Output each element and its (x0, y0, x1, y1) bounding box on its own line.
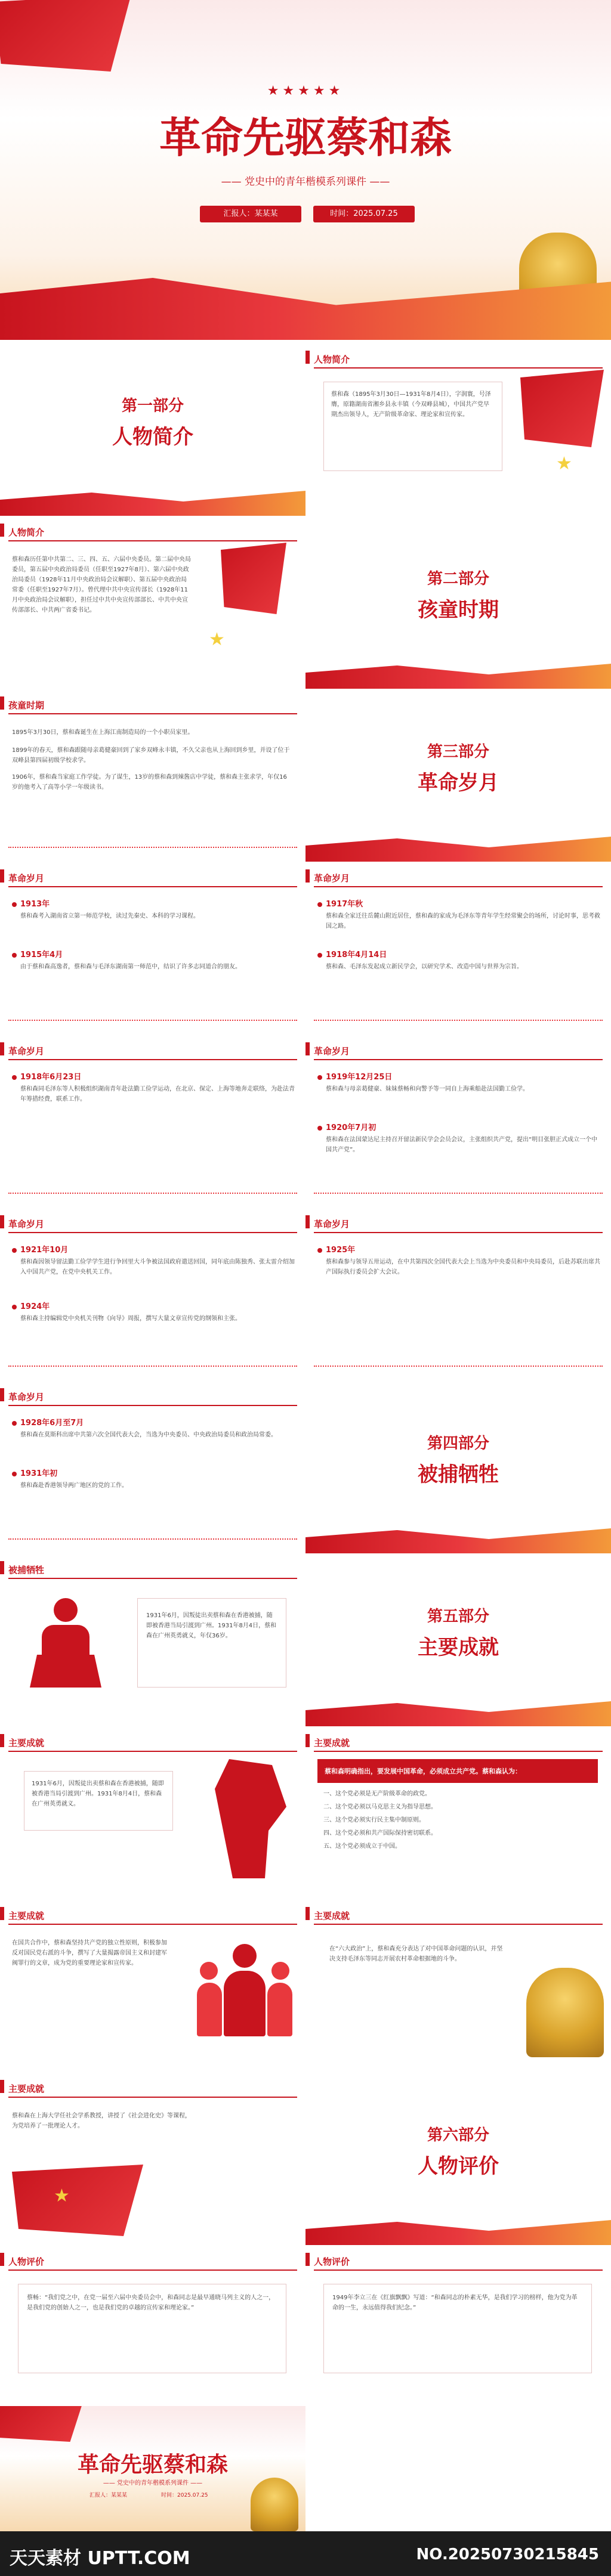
wave-decoration (0, 480, 306, 516)
slide-header (306, 1734, 611, 1751)
quote-box (137, 1598, 286, 1688)
eval2-text: 1949年李立三在《红旗飘飘》写道：“和森同志的朴素无华，是我们学习的榜样，他为党为革命的一生，永远值得我们纪念。” (332, 2295, 578, 2311)
part3-number: 第三部分 (427, 743, 489, 761)
quote-box (24, 1771, 173, 1831)
ach-list-5: 五、这个党必须成立于中国。 (323, 1843, 401, 1850)
slide-tag: 革命岁月 (8, 873, 45, 884)
slide-tag: 革命岁月 (314, 1219, 350, 1230)
year-text: 蔡和森因领导留法勤工俭学学生进行争回里大斗争被法国政府遣送回国，同年底由陈独秀、张太雷介绍加入中国共产党，在党中央机关工作。 (20, 1259, 295, 1275)
ach-quote: 1931年6月，因叛徒出卖蔡和森在香港被捕，随即被香港当局引渡到广州。1931年8月4日，蔡和森在广州英勇就义。 (32, 1781, 164, 1807)
cover-reporter: 汇报人：某某某 (200, 206, 301, 222)
cover-title: 革命先驱蔡和森 (159, 113, 452, 162)
part5-slide (306, 1556, 611, 1726)
slide-header (0, 1561, 306, 1578)
part3-slide (306, 692, 611, 862)
dotted-divider (314, 1366, 603, 1367)
year-text: 蔡和森在莫斯科出席中共第六次全国代表大会，当选为中央委员、中央政治局委员和政治局常委。 (20, 1432, 277, 1438)
rev-slide-4 (306, 1038, 611, 1208)
slide-tag: 人物评价 (314, 2256, 350, 2267)
child-slide (0, 692, 306, 862)
child-text-1: 1895年3月30日，蔡和森诞生在上海江南制造局的一个小职员家里。 (12, 729, 194, 736)
red-flag-icon (0, 0, 131, 72)
slide-header (0, 1388, 306, 1405)
ach3-text: 在“六大政治”上，蔡和森充分表达了对中国革命问题的认识，并坚决支持毛泽东等同志开展农村革命根据地的斗争。 (329, 1946, 503, 1962)
slide-tag: 革命岁月 (8, 1219, 45, 1230)
ending-slide (0, 2406, 306, 2531)
slide-header (306, 869, 611, 886)
lion-icon (526, 1968, 604, 2057)
fist-icon (215, 1759, 286, 1878)
slide-header (0, 524, 306, 540)
year-heading: 1919年12月25日 (317, 1070, 392, 1082)
dotted-divider (8, 847, 297, 848)
slide-tag: 革命岁月 (8, 1392, 45, 1402)
slide-header (306, 1042, 611, 1059)
ach-list-2: 二、这个党必须以马克思主义为指导思想。 (323, 1804, 437, 1810)
quote-box (323, 382, 502, 471)
year-text: 蔡和森在法国蒙达尼主持召开留法新民学会会员会议，主张组织共产党，提出“明目张胆正式成立一个中国共产党”。 (326, 1137, 598, 1153)
year-text: 蔡和森、毛泽东发起成立新民学会，以研究学术、改造中国与世界为宗旨。 (326, 964, 523, 970)
rev-slide-1 (0, 865, 306, 1035)
part1-number: 第一部分 (121, 397, 184, 415)
year-heading: 1915年4月 (12, 948, 63, 959)
cover-stars: ★★★★★ (267, 83, 344, 98)
ach-list-3: 三、这个党必须实行民主集中制原则。 (323, 1817, 425, 1823)
year-text: 蔡和森赴香港领导两广地区的党的工作。 (20, 1482, 128, 1489)
ach4-text: 蔡和森在上海大学任社会学系教授，讲授了《社会进化史》等课程，为党培养了一批理论人才。 (12, 2113, 191, 2129)
quote-box (18, 2284, 286, 2373)
year-heading: 1924年 (12, 1300, 50, 1311)
slide-header (0, 1734, 306, 1751)
wave-decoration (306, 2209, 611, 2245)
eval-slide-2 (306, 2248, 611, 2403)
part3-name: 革命岁月 (418, 771, 499, 795)
cover-date: 时间：2025.07.25 (313, 206, 415, 222)
year-heading: 1918年6月23日 (12, 1070, 81, 1082)
year-heading: 1931年初 (12, 1467, 57, 1478)
cover-subtitle: —— 党史中的青年楷模系列课件 —— (221, 176, 390, 188)
arrest-text: 1931年6月，因叛徒出卖蔡和森在香港被捕，随即被香港当局引渡到广州。1931年8月4日，蔡和森在广州英勇就义，年仅36岁。 (146, 1612, 277, 1639)
slide-tag: 孩童时期 (8, 700, 45, 711)
slide-header (306, 1907, 611, 1924)
eval1-text: 蔡畅：“我们党之中，在党一届至六届中央委员会中，和森同志是最早通晓马列主义的人之一，是我们党的创始人之一，也是我们党的卓越的宣传家和理论家。” (27, 2295, 275, 2311)
slide-tag: 人物简介 (8, 527, 45, 538)
part1-slide (0, 346, 306, 516)
rev-slide-5 (0, 1210, 306, 1380)
red-flag-icon (12, 2165, 143, 2236)
intro2-slide (0, 519, 306, 689)
ach-slide-5 (0, 2075, 306, 2245)
ach-slide-2 (306, 1729, 611, 1899)
slide-tag: 主要成就 (8, 1911, 45, 1921)
ending-date: 时间：2025.07.25 (161, 2493, 208, 2498)
slide-tag: 人物简介 (314, 354, 350, 365)
ach-slide-4 (306, 1902, 611, 2072)
year-heading: 1917年秋 (317, 897, 363, 909)
slide-tag: 人物评价 (8, 2256, 45, 2267)
slide-header (306, 1215, 611, 1232)
rev-slide-7 (0, 1383, 306, 1553)
ending-title: 革命先驱蔡和森 (77, 2453, 228, 2477)
year-heading: 1913年 (12, 897, 50, 909)
dotted-divider (8, 1366, 297, 1367)
year-text: 蔡和森参与领导五卅运动，在中共第四次全国代表大会上当选为中央委员和中央局委员，后赴苏联出席共产国际执行委员会扩大会议。 (326, 1259, 600, 1275)
footer-right: NO.20250730215845 (416, 2546, 599, 2563)
child-text-2: 1899年的春天，蔡和森跟随母亲葛健豪回到了家乡双峰永丰镇，不久父亲也从上海回到乡里，并设了位于双峰县第四届初级学校求学。 (12, 747, 290, 764)
slide-tag: 被捕牺牲 (8, 1565, 45, 1575)
slide-tag: 主要成就 (314, 1738, 350, 1748)
lion-icon (251, 2478, 298, 2531)
dotted-divider (8, 1538, 297, 1540)
part1-name: 人物简介 (112, 425, 193, 449)
slide-header (306, 2253, 611, 2270)
slide-tag: 革命岁月 (8, 1046, 45, 1057)
quote-box (323, 2284, 592, 2373)
slide-header (0, 1907, 306, 1924)
wave-decoration (306, 1518, 611, 1553)
year-text: 由于蔡和森高逸者，蔡和森与毛泽东湖南第一师范中，结识了许多志同道合的朋友。 (20, 964, 241, 970)
footer-watermark (0, 2531, 611, 2576)
dotted-divider (8, 1193, 297, 1194)
wave-decoration (306, 653, 611, 689)
year-text: 蔡和森考入湖南省立第一师范学校，读过先秦史、本科的学习课程。 (20, 913, 199, 919)
year-heading: 1925年 (317, 1243, 355, 1255)
part2-slide (306, 519, 611, 689)
slide-header (0, 696, 306, 713)
slide-tag: 主要成就 (8, 1738, 45, 1748)
people-icon (197, 1938, 292, 2045)
part5-name: 主要成就 (418, 1636, 499, 1659)
slide-header (0, 1215, 306, 1232)
rev-slide-6 (306, 1210, 611, 1380)
intro2-text: 蔡和森历任第中共第二、三、四、五、六届中央委员。第二届中央局委员，第五届中央政治局委员（任职至1927年8月）、第六届中央政治局委员（1928年11月中央政治局会议解职）、第五届中央政治局常委（任职至1927年7月）。曾代理中共中央宣传部长（1928年11月中央政治局会议解职），担任过中共中央宣传部部长、中共中央宣传部部长、中共两广省委书记。 (12, 556, 191, 614)
year-heading: 1920年7月初 (317, 1121, 376, 1132)
slide-header (306, 351, 611, 367)
slide-header (0, 1042, 306, 1059)
ach-red-card: 蔡和森明确指出，要发展中国革命，必须成立共产党。蔡和森认为： (317, 1759, 598, 1783)
ending-subtitle: —— 党史中的青年楷模系列课件 —— (103, 2480, 203, 2487)
speaker-icon (24, 1598, 107, 1688)
ach-slide-3 (0, 1902, 306, 2072)
slide-header (0, 869, 306, 886)
year-heading: 1921年10月 (12, 1243, 68, 1255)
rev-slide-2 (306, 865, 611, 1035)
part4-slide (306, 1383, 611, 1553)
slide-tag: 革命岁月 (314, 873, 350, 884)
part6-number: 第六部分 (427, 2126, 489, 2144)
dotted-divider (8, 1020, 297, 1021)
ach2-text: 在国共合作中，蔡和森坚持共产党的独立性原则，积极参加反对国民党右派的斗争，撰写了大量揭露帝国主义和封建军阀罪行的文章，成为党的重要理论家和宣传家。 (12, 1940, 167, 1967)
red-ribbon-icon (520, 370, 604, 447)
intro-slide (306, 346, 611, 516)
wave-decoration (306, 1690, 611, 1726)
part4-name: 被捕牺牲 (418, 1463, 499, 1487)
dotted-divider (314, 1193, 603, 1194)
cover-slide (0, 0, 611, 340)
child-text-3: 1906年，蔡和森当家庭工作学徒。为了谋生，13岁的蔡和森到辣酱店中学徒，蔡和森主张求学，年仅16岁的他考入了高等小学一年级读书。 (12, 774, 287, 791)
red-flag-icon (0, 2406, 84, 2442)
slide-header (0, 2253, 306, 2270)
slide-tag: 主要成就 (314, 1911, 350, 1921)
year-text: 蔡和森同毛泽东等人积极组织湖南青年赴法勤工俭学运动，在北京、保定、上海等地奔走联络，为赴法青年筹措经费，联系工作。 (20, 1086, 295, 1103)
footer-left: 天天素材 UPTT.COM (10, 2548, 190, 2569)
part2-number: 第二部分 (427, 570, 489, 588)
ach-slide-1 (0, 1729, 306, 1899)
rev-slide-3 (0, 1038, 306, 1208)
year-heading: 1928年6月至7月 (12, 1416, 84, 1428)
intro-text: 蔡和森（1895年3月30日—1931年8月4日），字润寰，号泽膺，原籍湖南省湘乡县永丰镇（今双峰县城），中国共产党早期杰出领导人，无产阶级革命家、理论家和宣传家。 (331, 391, 491, 418)
slide-header (0, 2080, 306, 2097)
year-text: 蔡和森与母亲葛健豪、妹妹蔡畅和向警予等一同自上海乘船赴法国勤工俭学。 (326, 1086, 529, 1092)
ach-list-4: 四、这个党必须和共产国际保持密切联系。 (323, 1830, 437, 1837)
slide-tag: 主要成就 (8, 2083, 45, 2094)
part6-slide (306, 2075, 611, 2245)
part6-name: 人物评价 (418, 2154, 499, 2178)
star-icon: ★ (54, 2185, 70, 2206)
red-ribbon-icon (221, 543, 286, 614)
star-icon: ★ (209, 629, 225, 650)
ending-reporter: 汇报人：某某某 (90, 2493, 128, 2498)
eval-slide-1 (0, 2248, 306, 2403)
star-icon: ★ (556, 453, 572, 474)
part2-name: 孩童时期 (418, 598, 499, 622)
part5-number: 第五部分 (427, 1608, 489, 1626)
slide-tag: 革命岁月 (314, 1046, 350, 1057)
year-text: 蔡和森主持编辑党中央机关刊物《向导》周报，撰写大量文章宣传党的纲领和主张。 (20, 1315, 241, 1322)
arrest-slide (0, 1556, 306, 1726)
dotted-divider (314, 1020, 603, 1021)
wave-decoration (306, 826, 611, 862)
ach-list-1: 一、这个党必须是无产阶级革命的政党。 (323, 1791, 431, 1797)
year-heading: 1918年4月14日 (317, 948, 387, 959)
part4-number: 第四部分 (427, 1435, 489, 1453)
year-text: 蔡和森全家迁往岳麓山附近居住，蔡和森的家成为毛泽东等青年学生经常聚会的场所，讨论时事，思考救国之路。 (326, 913, 600, 930)
